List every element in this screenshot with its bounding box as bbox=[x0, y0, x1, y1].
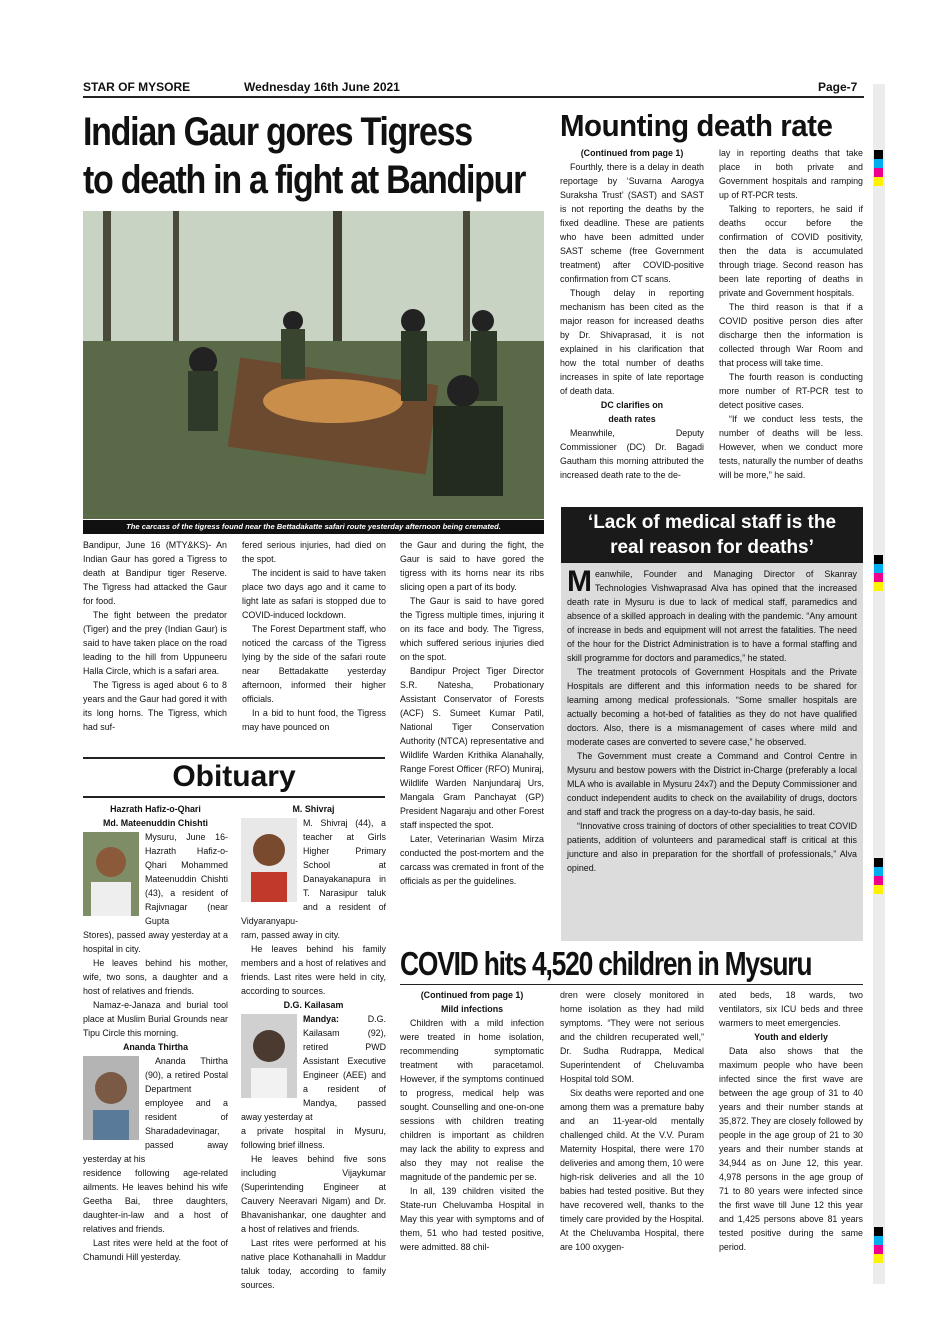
paragraph: The third reason is that if a COVID positive person dies after discharge then the information is collected through War Room and that process will take time. bbox=[719, 302, 863, 368]
reg-black bbox=[874, 150, 883, 159]
obituary-portrait bbox=[241, 818, 297, 902]
paragraph: He leaves behind five sons including Vijaykumar (Superintending Engineer at Cauvery Neeravari Nigam) and Dr. Bhavanishankar, one daughter and a host of relatives and friends. bbox=[241, 1154, 386, 1234]
paragraph: Meanwhile, Deputy Commissioner (DC) Dr. Bagadi Gautham this morning attributed the increased death rate to the de- bbox=[560, 428, 704, 480]
paragraph: The Forest Department staff, who noticed the carcass of the Tigress lying by the side of the safari route near Bettadakatte yesterday afternoon, informed their higher officials. bbox=[242, 624, 386, 704]
paragraph: Namaz-e-Janaza and burial tool place at Muslim Burial Grounds near Tipu Circle this morning. bbox=[83, 1000, 228, 1038]
margin-strip bbox=[873, 84, 885, 1284]
reg-magenta bbox=[874, 876, 883, 885]
page-number: Page-7 bbox=[818, 80, 858, 94]
reg-yellow bbox=[874, 1254, 883, 1263]
paragraph: Last rites were held at the foot of Chamundi Hill yesterday. bbox=[83, 1238, 228, 1262]
paragraph: In a bid to hunt food, the Tigress may have pounced on bbox=[242, 708, 386, 732]
color-registration-marks bbox=[874, 150, 883, 186]
paragraph: “If we conduct less tests, the number of deaths will be less. However, when we conduct more tests, naturally the number of deaths will be more,” he said. bbox=[719, 414, 863, 480]
covid-headline: COVID hits 4,520 children in Mysuru bbox=[400, 945, 812, 982]
portrait-image bbox=[241, 818, 297, 902]
portrait-image bbox=[83, 1056, 139, 1140]
staff-headline-1: ‘Lack of medical staff is the bbox=[587, 512, 837, 533]
paragraph: The Tigress is aged about 6 to 8 years and the Gaur had gored it with its long horns. The Tigress, which had suf- bbox=[83, 680, 227, 732]
staff-headline-2: real reason for deaths’ bbox=[610, 537, 814, 558]
covid-col-1 bbox=[400, 988, 544, 1254]
reg-black bbox=[874, 858, 883, 867]
obituary-name: Hazrath Hafiz-o-Qhari bbox=[110, 804, 201, 814]
paragraph: In all, 139 children visited the State-run Cheluvamba Hospital in May this year with symptoms and of them, 51 who had tested positive, were admitted. 88 chil- bbox=[400, 1186, 544, 1252]
reg-yellow bbox=[874, 582, 883, 591]
covid-rule bbox=[400, 984, 863, 985]
mounting-col-2 bbox=[719, 146, 863, 482]
obituary-portrait bbox=[241, 1014, 297, 1098]
portrait-image bbox=[83, 832, 139, 916]
reg-cyan bbox=[874, 564, 883, 573]
obituary-portrait bbox=[83, 1056, 139, 1140]
reg-yellow bbox=[874, 177, 883, 186]
gaur-col-3 bbox=[400, 538, 544, 888]
paragraph: Children with a mild infection were treated in home isolation, recommending symptomatic treatment with paracetamol. However, if the symptoms continued to progress, medical help was sought. Counselling and one-on-one sessions with children treating children is important as children may lack the ability to express and also they may not realise the magnitude of the pandemic per se. bbox=[400, 1018, 544, 1182]
paragraph-text: eanwhile, Founder and Managing Director of Skanray Technologies Vishwaprasad Alva has opined that the increased death rate in Mysuru is due to lack of medical staff, paramedics and absence of a skilled approach in dealing with the pandemic. “Any amount of increase in beds and equipment will not arrest the fatalities. The need of the hour for the District Administration is to have a formal staffing and skill programme for doctors and paramedics,” he stated. bbox=[567, 569, 857, 663]
paragraph: The Gaur is said to have gored the Tigress multiple times, injuring it on its face and body. The Tigress, which suffered serious injuries died on the spot. bbox=[400, 596, 544, 662]
reg-yellow bbox=[874, 885, 883, 894]
paragraph: Talking to reporters, he said if deaths occur before the confirmation of COVID positivity, then the data is accumulated through triage. Second reason has been late reporting of deaths in private and Government hospitals. bbox=[719, 204, 863, 298]
color-registration-marks bbox=[874, 1227, 883, 1263]
issue-date: Wednesday 16th June 2021 bbox=[244, 80, 400, 94]
mounting-headline: Mounting death rate bbox=[560, 108, 833, 143]
gaur-col-1 bbox=[83, 538, 227, 734]
paragraph: He leaves behind his family members and a host of relatives and friends. Last rites were held in city, according to sources. bbox=[241, 944, 386, 996]
paragraph: Data also shows that the maximum people who have been infected since the first wave are between the age group of 31 to 40 years and their number stands at 35,872. They are closely followed by people in the age group of 21 to 30 years and their number stands at 34,944 as on June 12, this year. 4,978 persons in the age group of 71 to 80 years were infected since the first wave till June 12 this year and 1,425 persons above 81 years tested positive during the same period. bbox=[719, 1046, 863, 1252]
photo-caption: The carcass of the tigress found near the Bettadakatte safari route yesterday afternoon being cremated. bbox=[83, 520, 544, 534]
obituary-name: D.G. Kailasam bbox=[283, 1000, 344, 1010]
reg-magenta bbox=[874, 1245, 883, 1254]
header-rule bbox=[83, 96, 864, 98]
paragraph: the Gaur and during the fight, the Gaur is said to have gored the tigress with its horns near its ribs slicing open a part of its body. bbox=[400, 540, 544, 592]
paragraph: Later, Veterinarian Wasim Mirza conducted the post-mortem and the carcass was cremated in front of the officials as per the guidelines. bbox=[400, 834, 544, 886]
paragraph: a private hospital in Mysuru, following brief illness. bbox=[241, 1126, 386, 1150]
mounting-col-1 bbox=[560, 146, 704, 482]
color-registration-marks bbox=[874, 555, 883, 591]
paragraph: The fight between the predator (Tiger) and the prey (Indian Gaur) is said to have taken place on the road leading to the hill from Uppuneeru Halla Circle, which is a safari area. bbox=[83, 610, 227, 676]
forest-scene-image bbox=[83, 211, 544, 519]
subhead: death rates bbox=[608, 414, 656, 424]
reg-cyan bbox=[874, 867, 883, 876]
tigress-cremation-photo bbox=[83, 211, 544, 519]
paragraph: dren were closely monitored in home isolation as they had mild symptoms. “They were not serious and the children recuperated well,” Dr. Sudha Rudrappa, Medical Superintendent of Cheluvamba Hospital told SOM. bbox=[560, 990, 704, 1084]
paragraph: ated beds, 18 wards, two ventilators, six ICU beds and three warmers to meet emergencies. bbox=[719, 990, 863, 1028]
staff-banner bbox=[561, 507, 863, 563]
continued-note: (Continued from page 1) bbox=[420, 990, 524, 1000]
gaur-col-2 bbox=[242, 538, 386, 734]
covid-col-3 bbox=[719, 988, 863, 1254]
reg-magenta bbox=[874, 168, 883, 177]
paragraph: He leaves behind his mother, wife, two sons, a daughter and a host of relatives and friends. bbox=[83, 958, 228, 996]
subhead: Youth and elderly bbox=[754, 1032, 828, 1042]
obituary-name: Ananda Thirtha bbox=[122, 1042, 189, 1052]
obituary-portrait bbox=[83, 832, 139, 916]
paragraph: residence following age-related ailments. He leaves behind his wife Geetha Bai, three daughters, daughter-in-law and a host of relatives and friends. bbox=[83, 1168, 228, 1234]
reg-black bbox=[874, 555, 883, 564]
paragraph: Six deaths were reported and one among them was a premature baby and an 11-year-old mentally challenged child. At the V.V. Puram Maternity Hospital, there were 170 deliveries and among them, 10 were high-risk deliveries and all the 10 babies had tested positive. But they have recovered well, thanks to the timely care provided by the Hospital. At the Cheluvamba Hospital, there are 100 oxygen- bbox=[560, 1088, 704, 1252]
subhead: DC clarifies on bbox=[600, 400, 664, 410]
paragraph: The fourth reason is conducting more number of RT-PCR test to detect positive cases. bbox=[719, 372, 863, 410]
dateline: Mandya: bbox=[303, 1014, 339, 1024]
color-registration-marks bbox=[874, 858, 883, 894]
paragraph: lay in reporting deaths that take place in both private and Government hospitals and ramping up of RT-PCR tests. bbox=[719, 148, 863, 200]
obituary-col-2 bbox=[241, 802, 386, 1292]
obituary-name: Md. Mateenuddin Chishti bbox=[102, 818, 208, 828]
gaur-headline-1: Indian Gaur gores Tigress bbox=[83, 110, 472, 154]
reg-cyan bbox=[874, 159, 883, 168]
paragraph: Mysuru, June 16- Hazrath Hafiz-o-Qhari Mohammed Mateenuddin Chishti (43), a resident of Rajivnagar (near Gupta bbox=[145, 832, 228, 926]
reg-cyan bbox=[874, 1236, 883, 1245]
paragraph bbox=[567, 567, 857, 665]
subhead: Mild infections bbox=[440, 1004, 504, 1014]
paragraph: ram, passed away in city. bbox=[241, 930, 340, 940]
paper-name: STAR OF MYSORE bbox=[83, 80, 191, 94]
paragraph: Stores), passed away yesterday at a hospital in city. bbox=[83, 930, 228, 954]
paragraph: M. Shivraj (44), a teacher at Girls Higher Primary School at Danayakanapura in T. Narasipur taluk and a resident of Vidyaranyapu- bbox=[241, 818, 386, 926]
reg-black bbox=[874, 1227, 883, 1236]
drop-cap: M bbox=[567, 565, 592, 598]
staff-box bbox=[561, 563, 863, 941]
portrait-image bbox=[241, 1014, 297, 1098]
reg-magenta bbox=[874, 573, 883, 582]
paragraph: The treatment protocols of Government Hospitals and the Private Hospitals are different and this information needs to be shared for learning among medical professionals. “Some smaller hospitals are actually becoming a hot-bed of fatalities as they do not have qualified doctors. Also, there is a mismanagement of cases where mild and moderate cases are converted to severe case,” he observed. bbox=[567, 667, 857, 747]
paragraph: Though delay in reporting mechanism has been cited as the major reason for increased deaths by Dr. Shivaprasad, it is not explained in his clarification that how the total number of deaths increases in spite of late reportage of death data. bbox=[560, 288, 704, 396]
continued-note: (Continued from page 1) bbox=[580, 148, 684, 158]
obituary-title: Obituary bbox=[172, 760, 296, 793]
paragraph: Ananda Thirtha (90), a retired Postal Department employee and a resident of Sharadadevinagar, passed away yesterday at his bbox=[83, 1056, 228, 1164]
paragraph: The incident is said to have taken place two days ago and it came to light late as safari is stopped due to COVID-induced lockdown. bbox=[242, 568, 386, 620]
paragraph: Bandipur, June 16 (MTY&KS)- An Indian Gaur has gored a Tigress to death at Bandipur tiger Reserve. The Tigress had attacked the Gaur for food. bbox=[83, 540, 227, 606]
paragraph: Bandipur Project Tiger Director S.R. Natesha, Probationary Assistant Conservator of Forests (ACF) S. Sumeet Kumar Patil, National Tiger Conservation Authority (NTCA) representative and Wildlife Warden Krithika Alanahally, Range Forest Officer (RFO) Muniraj, Wildlife Warden Nanjundaraj Urs, Mangala Gram Panchayat (GP) President Nagaraju and other Forest staff inspected the spot. bbox=[400, 666, 544, 830]
paragraph: “Innovative cross training of doctors of other specialities to treat COVID patients, addition of volunteers and paramedical staff is critical at this juncture and also in preparation for the shortfall of professionals,” Alva opined. bbox=[567, 821, 857, 873]
paragraph: Last rites were performed at his native place Kothanahalli in Maddur taluk today, according to family sources. bbox=[241, 1238, 386, 1290]
obituary-rule-bottom bbox=[83, 796, 385, 798]
paragraph-text: D.G. Kailasam (92), retired PWD Assistant Executive Engineer (AEE) and a resident of Mandya, passed away yesterday at bbox=[241, 1014, 386, 1122]
paragraph: Fourthly, there is a delay in death reportage by ‘Suvarna Aarogya Suraksha Trust’ (SAST) and SAST is not reporting the deaths by the fixed deadline. These are patients who have been admitted under SAST scheme (free Government treatment) after COVID-positive confirmation from CT scans. bbox=[560, 162, 704, 284]
paragraph: The Government must create a Command and Control Centre in Mysuru and bestow powers with the District in-Charge (preferably a local MLA who is available in Mysuru 24x7) and the Deputy Commissioner and conduct independent audits to check on the availability of drugs, doctors and staff and track the progress on a day-to-day basis, he said. bbox=[567, 751, 857, 817]
paragraph: fered serious injuries, had died on the spot. bbox=[242, 540, 386, 564]
covid-col-2 bbox=[560, 988, 704, 1254]
gaur-headline-2: to death in a fight at Bandipur bbox=[83, 158, 526, 202]
obituary-col-1 bbox=[83, 802, 228, 1264]
obituary-name: M. Shivraj bbox=[292, 804, 335, 814]
